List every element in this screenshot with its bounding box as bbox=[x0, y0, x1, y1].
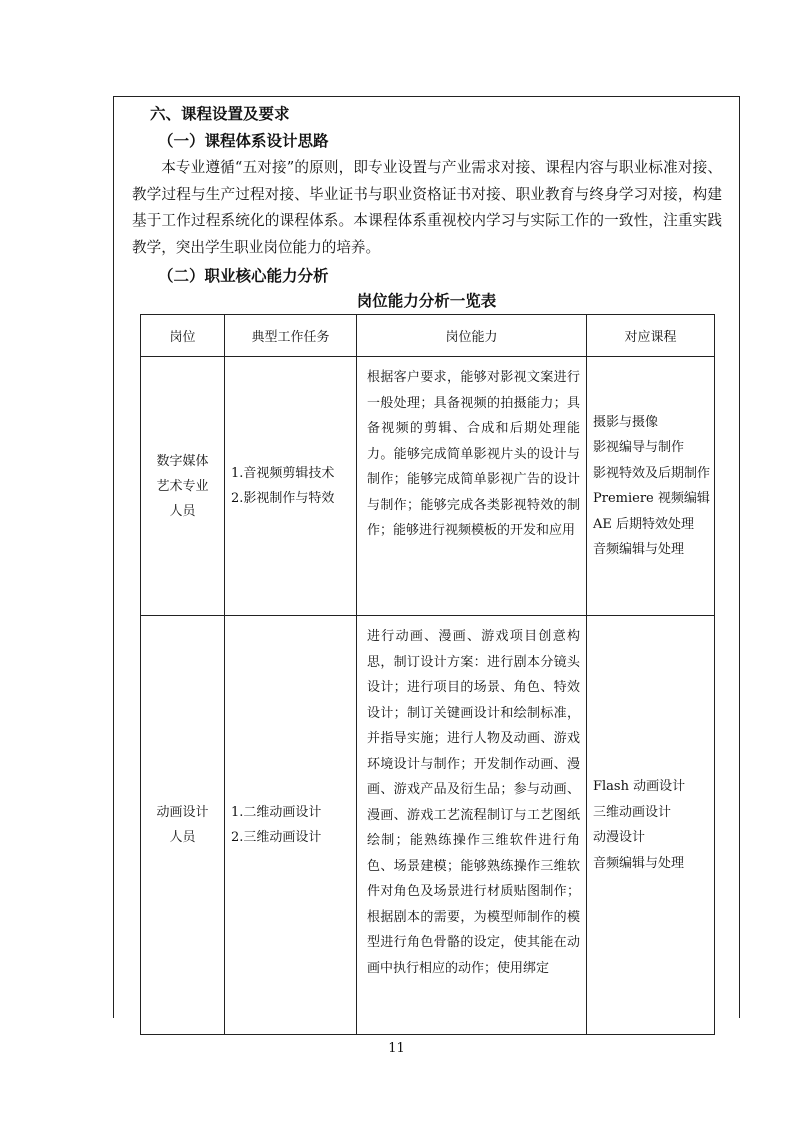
course-item: 影视编导与制作 bbox=[593, 440, 685, 455]
post-cell bbox=[141, 357, 225, 616]
course-item: 影视特效及后期制作 bbox=[593, 465, 711, 481]
post-line: 动画设计 bbox=[156, 805, 209, 820]
header-tasks: 典型工作任务 bbox=[225, 315, 357, 357]
header-post: 岗位 bbox=[141, 315, 225, 357]
subsection-title-1: （一）课程体系设计思路 bbox=[158, 131, 329, 150]
post-line: 数字媒体 bbox=[156, 453, 209, 469]
design-paragraph: 本专业遵循“五对接”的原则，即专业设置与产业需求对接、课程内容与职业标准对接、教学过程与生产过程对接、毕业证书与职业资格证书对接、职业教育与终身学习对接，构建基于工作过程系统化的课程体系。本课程体系重视校内学习与实际工作的一致性，注重实践教学，突出学生职业岗位能力的培养。 bbox=[132, 159, 722, 256]
section-title: 六、课程设置及要求 bbox=[150, 104, 290, 123]
table-row bbox=[141, 616, 715, 1035]
subsection-title-2: （二）职业核心能力分析 bbox=[158, 266, 329, 285]
table-header-row bbox=[141, 315, 715, 357]
course-item: 音频编辑与处理 bbox=[593, 855, 685, 871]
courses-cell bbox=[587, 616, 715, 1035]
page-number: 11 bbox=[388, 1041, 405, 1056]
post-line: 人员 bbox=[169, 830, 196, 845]
ability-cell: 进行动画、漫画、游戏项目创意构思，制订设计方案：进行剧本分镜头设计；进行项目的场景、角色、特效设计；制订关键画设计和绘制标准，并指导实施；进行人物及动画、游戏环境设计与制作；开发制作动画、漫画、游戏产品及衍生品；参与动画、漫画、游戏工艺流程制订与工艺图纸绘制；能熟练操作三维软件进行角色、场景建模；能够熟练操作三维软件对角色及场景进行材质贴图制作；根据剧本的需要，为模型师制作的模型进行角色骨骼的设定，使其能在动画中执行相应的动作；使用绑定 bbox=[357, 616, 587, 1035]
course-item: 摄影与摄像 bbox=[593, 414, 659, 430]
tasks-cell bbox=[225, 616, 357, 1035]
task-item: 2.三维动画设计 bbox=[231, 830, 322, 845]
table-row bbox=[141, 357, 715, 616]
ability-cell: 根据客户要求，能够对影视文案进行一般处理；具备视频的拍摄能力；具备视频的剪辑、合成和后期处理能力。能够完成简单影视片头的设计与制作；能够完成简单影视广告的设计与制作；能够完成各类影视特效的制作；能够进行视频模板的开发和应用 bbox=[357, 357, 587, 616]
task-item: 1.二维动画设计 bbox=[231, 805, 322, 820]
course-item: Flash 动画设计 bbox=[593, 779, 686, 794]
post-line: 艺术专业 bbox=[156, 478, 209, 494]
course-item: 三维动画设计 bbox=[593, 804, 672, 820]
header-courses: 对应课程 bbox=[587, 315, 715, 357]
tasks-cell bbox=[225, 357, 357, 616]
task-item: 1.音视频剪辑技术 bbox=[231, 466, 335, 481]
course-item: 音频编辑与处理 bbox=[593, 542, 685, 557]
header-ability: 岗位能力 bbox=[357, 315, 587, 357]
course-item: 动漫设计 bbox=[593, 830, 646, 845]
task-item: 2.影视制作与特效 bbox=[231, 491, 335, 506]
course-item: AE 后期特效处理 bbox=[593, 516, 695, 532]
ability-table bbox=[140, 314, 715, 1035]
post-cell bbox=[141, 616, 225, 1035]
post-line: 人员 bbox=[169, 503, 196, 519]
table-title: 岗位能力分析一览表 bbox=[356, 291, 497, 310]
courses-cell bbox=[587, 357, 715, 616]
course-item: Premiere 视频编辑 bbox=[593, 491, 710, 506]
